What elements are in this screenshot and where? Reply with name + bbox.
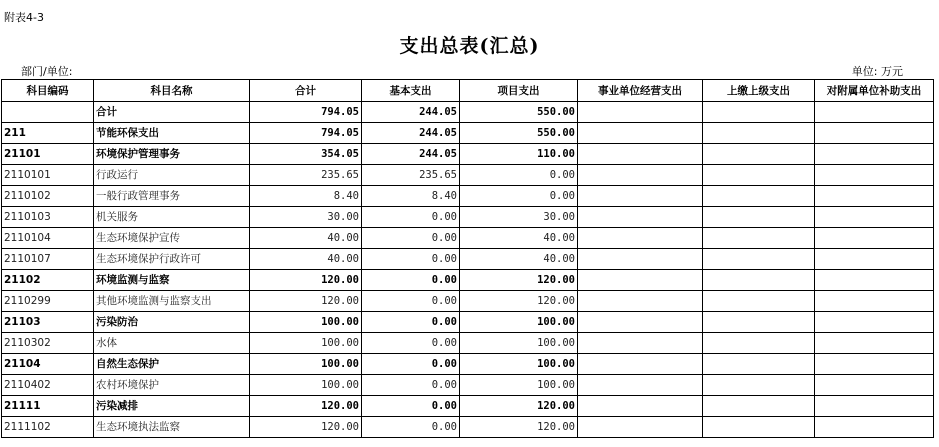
project-expenditure-cell: 100.00 [460, 354, 578, 375]
business-expenditure-cell [578, 207, 703, 228]
total-cell: 8.40 [250, 186, 362, 207]
account-name-cell: 机关服务 [94, 207, 250, 228]
table-row [2, 144, 934, 165]
basic-expenditure-cell: 244.05 [362, 102, 460, 123]
remit-superior-cell [703, 375, 815, 396]
table-row [2, 102, 934, 123]
basic-expenditure-cell: 8.40 [362, 186, 460, 207]
business-expenditure-cell [578, 312, 703, 333]
account-name-cell: 污染防治 [94, 312, 250, 333]
subsidy-subordinate-cell [815, 165, 934, 186]
total-cell: 794.05 [250, 123, 362, 144]
remit-superior-cell [703, 207, 815, 228]
project-expenditure-cell: 40.00 [460, 228, 578, 249]
remit-superior-cell [703, 165, 815, 186]
account-name-cell: 节能环保支出 [94, 123, 250, 144]
account-code-cell [2, 102, 94, 123]
account-code-cell: 211 [2, 123, 94, 144]
table-row [2, 123, 934, 144]
subsidy-subordinate-cell [815, 249, 934, 270]
remit-superior-cell [703, 291, 815, 312]
header-cell: 合计 [250, 80, 362, 102]
department-label: 部门/单位: [21, 65, 73, 78]
project-expenditure-cell: 100.00 [460, 375, 578, 396]
total-cell: 100.00 [250, 333, 362, 354]
account-name-cell: 自然生态保护 [94, 354, 250, 375]
basic-expenditure-cell: 0.00 [362, 207, 460, 228]
project-expenditure-cell: 120.00 [460, 417, 578, 438]
header-cell: 对附属单位补助支出 [815, 80, 934, 102]
subsidy-subordinate-cell [815, 375, 934, 396]
remit-superior-cell [703, 228, 815, 249]
account-name-cell: 生态环境保护行政许可 [94, 249, 250, 270]
total-cell: 100.00 [250, 354, 362, 375]
account-code-cell: 2111102 [2, 417, 94, 438]
business-expenditure-cell [578, 123, 703, 144]
table-row [2, 291, 934, 312]
business-expenditure-cell [578, 186, 703, 207]
basic-expenditure-cell: 244.05 [362, 144, 460, 165]
remit-superior-cell [703, 186, 815, 207]
business-expenditure-cell [578, 417, 703, 438]
table-row [2, 270, 934, 291]
account-name-cell: 合计 [94, 102, 250, 123]
table-row [2, 417, 934, 438]
account-code-cell: 2110104 [2, 228, 94, 249]
remit-superior-cell [703, 396, 815, 417]
total-cell: 40.00 [250, 228, 362, 249]
account-code-cell: 21104 [2, 354, 94, 375]
project-expenditure-cell: 40.00 [460, 249, 578, 270]
basic-expenditure-cell: 0.00 [362, 375, 460, 396]
business-expenditure-cell [578, 228, 703, 249]
remit-superior-cell [703, 270, 815, 291]
total-cell: 100.00 [250, 312, 362, 333]
subsidy-subordinate-cell [815, 354, 934, 375]
page-title: 支出总表(汇总) [399, 35, 540, 57]
subsidy-subordinate-cell [815, 228, 934, 249]
project-expenditure-cell: 30.00 [460, 207, 578, 228]
account-code-cell: 21102 [2, 270, 94, 291]
table-row [2, 333, 934, 354]
document-label: 附表4-3 [4, 11, 44, 24]
project-expenditure-cell: 0.00 [460, 165, 578, 186]
basic-expenditure-cell: 0.00 [362, 312, 460, 333]
total-cell: 794.05 [250, 102, 362, 123]
subsidy-subordinate-cell [815, 186, 934, 207]
header-cell: 科目名称 [94, 80, 250, 102]
basic-expenditure-cell: 235.65 [362, 165, 460, 186]
total-cell: 120.00 [250, 291, 362, 312]
business-expenditure-cell [578, 354, 703, 375]
header-cell: 上缴上级支出 [703, 80, 815, 102]
total-cell: 100.00 [250, 375, 362, 396]
subsidy-subordinate-cell [815, 417, 934, 438]
account-name-cell: 农村环境保护 [94, 375, 250, 396]
remit-superior-cell [703, 249, 815, 270]
expenditure-table [1, 79, 934, 438]
business-expenditure-cell [578, 165, 703, 186]
remit-superior-cell [703, 354, 815, 375]
project-expenditure-cell: 110.00 [460, 144, 578, 165]
basic-expenditure-cell: 0.00 [362, 291, 460, 312]
subsidy-subordinate-cell [815, 144, 934, 165]
account-code-cell: 21111 [2, 396, 94, 417]
remit-superior-cell [703, 333, 815, 354]
total-cell: 40.00 [250, 249, 362, 270]
account-name-cell: 环境保护管理事务 [94, 144, 250, 165]
project-expenditure-cell: 120.00 [460, 291, 578, 312]
project-expenditure-cell: 0.00 [460, 186, 578, 207]
basic-expenditure-cell: 0.00 [362, 354, 460, 375]
account-code-cell: 2110299 [2, 291, 94, 312]
table-row [2, 354, 934, 375]
subsidy-subordinate-cell [815, 312, 934, 333]
business-expenditure-cell [578, 375, 703, 396]
subsidy-subordinate-cell [815, 291, 934, 312]
basic-expenditure-cell: 0.00 [362, 228, 460, 249]
business-expenditure-cell [578, 144, 703, 165]
basic-expenditure-cell: 0.00 [362, 333, 460, 354]
table-row [2, 249, 934, 270]
project-expenditure-cell: 100.00 [460, 312, 578, 333]
account-code-cell: 21103 [2, 312, 94, 333]
table-body [2, 102, 934, 438]
total-cell: 120.00 [250, 396, 362, 417]
header-cell: 科目编码 [2, 80, 94, 102]
business-expenditure-cell [578, 249, 703, 270]
subsidy-subordinate-cell [815, 270, 934, 291]
remit-superior-cell [703, 102, 815, 123]
account-code-cell: 2110103 [2, 207, 94, 228]
basic-expenditure-cell: 0.00 [362, 417, 460, 438]
business-expenditure-cell [578, 270, 703, 291]
project-expenditure-cell: 550.00 [460, 123, 578, 144]
unit-label: 单位: 万元 [851, 65, 903, 78]
project-expenditure-cell: 120.00 [460, 396, 578, 417]
account-name-cell: 生态环境执法监察 [94, 417, 250, 438]
account-code-cell: 2110302 [2, 333, 94, 354]
account-code-cell: 2110402 [2, 375, 94, 396]
business-expenditure-cell [578, 291, 703, 312]
basic-expenditure-cell: 244.05 [362, 123, 460, 144]
account-code-cell: 21101 [2, 144, 94, 165]
table-row [2, 375, 934, 396]
account-name-cell: 水体 [94, 333, 250, 354]
business-expenditure-cell [578, 396, 703, 417]
header-cell: 事业单位经营支出 [578, 80, 703, 102]
account-name-cell: 污染减排 [94, 396, 250, 417]
subsidy-subordinate-cell [815, 207, 934, 228]
business-expenditure-cell [578, 102, 703, 123]
table-row [2, 186, 934, 207]
account-name-cell: 环境监测与监察 [94, 270, 250, 291]
account-name-cell: 行政运行 [94, 165, 250, 186]
account-code-cell: 2110107 [2, 249, 94, 270]
subsidy-subordinate-cell [815, 123, 934, 144]
account-name-cell: 其他环境监测与监察支出 [94, 291, 250, 312]
total-cell: 30.00 [250, 207, 362, 228]
table-row [2, 207, 934, 228]
basic-expenditure-cell: 0.00 [362, 270, 460, 291]
total-cell: 235.65 [250, 165, 362, 186]
remit-superior-cell [703, 417, 815, 438]
subsidy-subordinate-cell [815, 396, 934, 417]
remit-superior-cell [703, 312, 815, 333]
header-row [2, 80, 934, 102]
basic-expenditure-cell: 0.00 [362, 249, 460, 270]
table-row [2, 228, 934, 249]
account-code-cell: 2110102 [2, 186, 94, 207]
project-expenditure-cell: 550.00 [460, 102, 578, 123]
basic-expenditure-cell: 0.00 [362, 396, 460, 417]
table-row [2, 165, 934, 186]
header-cell: 项目支出 [460, 80, 578, 102]
project-expenditure-cell: 120.00 [460, 270, 578, 291]
business-expenditure-cell [578, 333, 703, 354]
project-expenditure-cell: 100.00 [460, 333, 578, 354]
table-row [2, 396, 934, 417]
subsidy-subordinate-cell [815, 333, 934, 354]
account-name-cell: 一般行政管理事务 [94, 186, 250, 207]
account-code-cell: 2110101 [2, 165, 94, 186]
header-cell: 基本支出 [362, 80, 460, 102]
table-row [2, 312, 934, 333]
remit-superior-cell [703, 144, 815, 165]
total-cell: 354.05 [250, 144, 362, 165]
remit-superior-cell [703, 123, 815, 144]
subsidy-subordinate-cell [815, 102, 934, 123]
total-cell: 120.00 [250, 270, 362, 291]
account-name-cell: 生态环境保护宣传 [94, 228, 250, 249]
total-cell: 120.00 [250, 417, 362, 438]
